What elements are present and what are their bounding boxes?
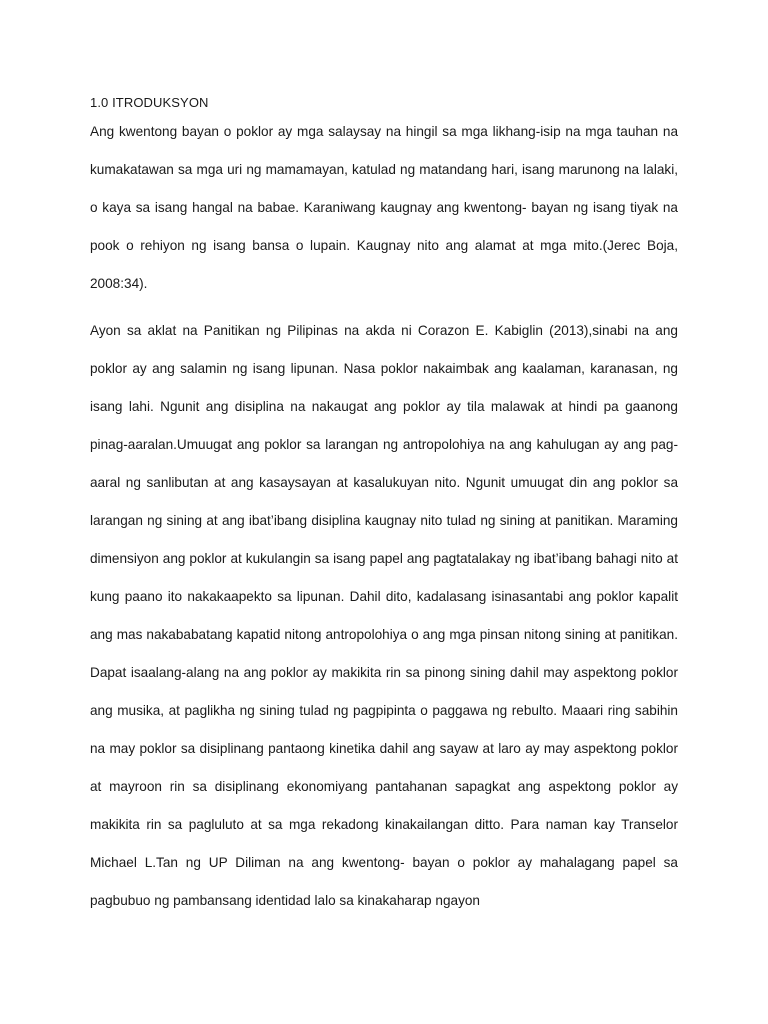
paragraph-2: Ayon sa aklat na Panitikan ng Pilipinas na akda ni Corazon E. Kabiglin (2013),sinabi na ang poklor ay ang salamin ng isang lipunan. Nasa poklor nakaimbak ang kaalaman, karanasan, ng isang lahi. Ngunit ang disiplina na nakaugat ang poklor ay tila malawak at hindi pa gaanong pinag-aaralan.Umuugat ang poklor sa larangan ng antropolohiya na ang kahulugan ay ang pag-aaral ng sanlibutan at ang kasaysayan at kasalukuyan nito. Ngunit umuugat din ang poklor sa larangan ng sining at ang ibat’ibang disiplina kaugnay nito tulad ng sining at panitikan. Maraming dimensiyon ang poklor at kukulangin sa isang papel ang pagtatalakay ng ibat’ibang bahagi nito at kung paano ito nakakaapekto sa lipunan. Dahil dito, kadalasang isinasantabi ang poklor kapalit ang mas nakababatang kapatid nitong antropolohiya o ang mga pinsan nitong sining at panitikan. Dapat isaalang-alang na ang poklor ay makikita rin sa pinong sining dahil may aspektong poklor ang musika, at paglikha ng sining tulad ng pagpipinta o paggawa ng rebulto. Maaari ring sabihin na may poklor sa disiplinang pantaong kinetika dahil ang sayaw at laro ay may aspektong poklor at mayroon rin sa disiplinang ekonomiyang pantahanan sapagkat ang aspektong poklor ay makikita rin sa pagluluto at sa mga rekadong kinakailangan ditto. Para naman kay Transelor Michael L.Tan ng UP Diliman na ang kwentong- bayan o poklor ay mahalagang papel sa pagbubuo ng pambansang identidad lalo sa kinakaharap ngayon bbox=[90, 323, 678, 908]
section-heading: 1.0 ITRODUKSYON bbox=[90, 95, 209, 110]
paragraph-1: Ang kwentong bayan o poklor ay mga salaysay na hingil sa mga likhang-isip na mga tauhan na kumakatawan sa mga uri ng mamamayan, katulad ng matandang hari, isang marunong na lalaki, o kaya sa isang hangal na babae. Karaniwang kaugnay ang kwentong- bayan ng isang tiyak na pook o rehiyon ng isang bansa o lupain. Kaugnay nito ang alamat at mga mito.(Jerec Boja, 2008:34). bbox=[90, 124, 678, 291]
